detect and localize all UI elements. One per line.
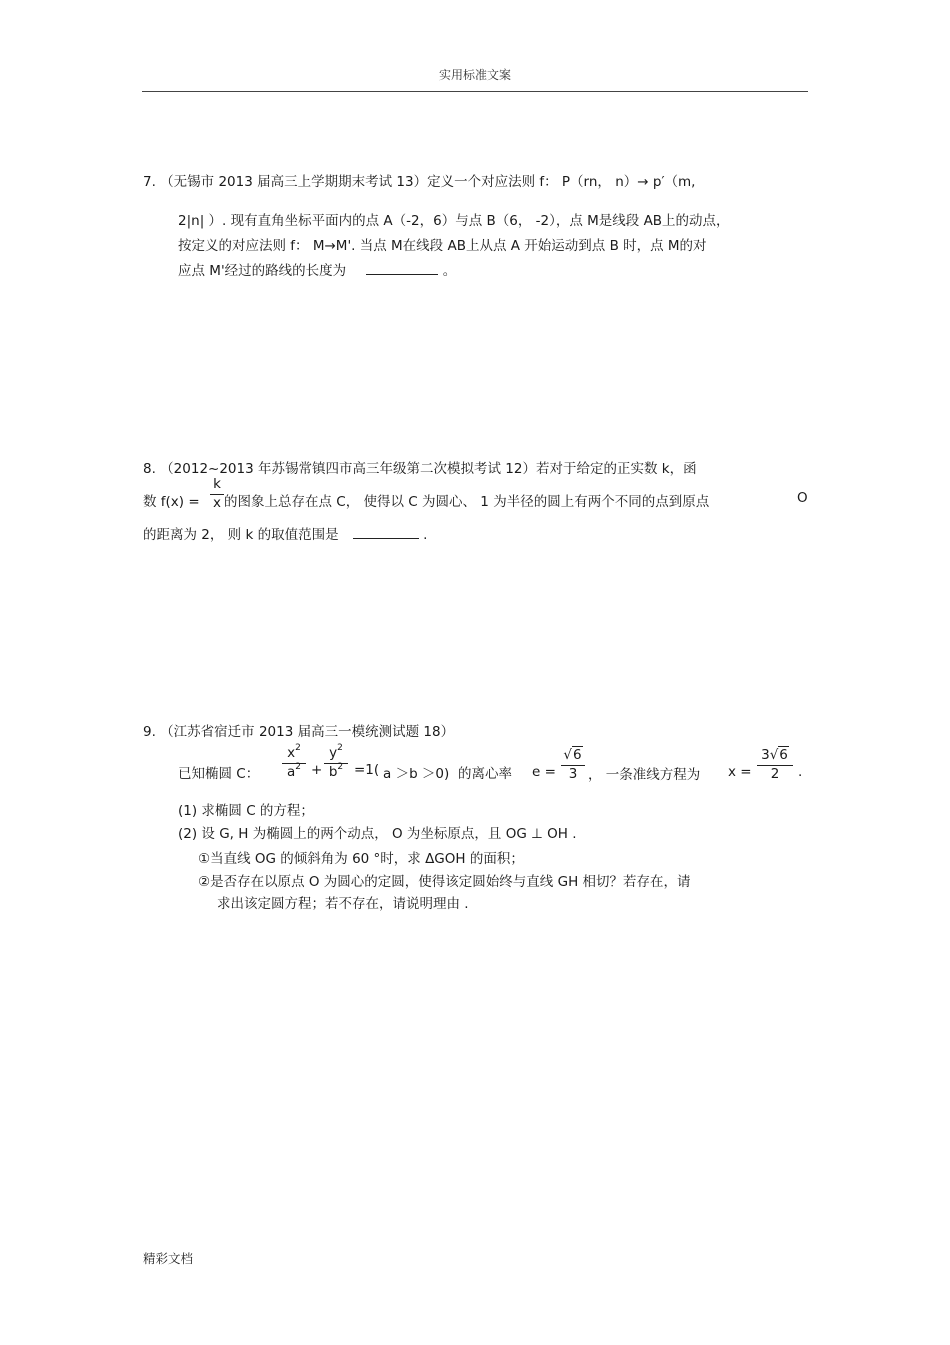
q9-b-var: b — [328, 763, 338, 780]
q8-frac-numerator: k — [213, 476, 221, 492]
q9-sqrt-symbol-2: √6 — [769, 747, 788, 763]
q9-sub-1: ①当直线 OG 的倾斜角为 60 °时，求 ΔGOH 的面积； — [198, 851, 524, 867]
q9-coef-3: 3 — [761, 747, 770, 763]
q9-frac-a2 — [282, 761, 306, 780]
header-divider — [142, 91, 808, 92]
q9-plus-sign: + — [311, 762, 323, 778]
q9-frac-sqrt6-over-3 — [561, 749, 585, 781]
q9-line-1: 9. （江苏省宿迁市 2013 届高三一模统测试题 18） — [143, 724, 455, 740]
q7-line-4-end: 。 — [442, 263, 457, 279]
q9-x-square: 2 — [295, 743, 301, 753]
q9-sub-2-a: ②是否存在以原点 O 为圆心的定圆，使得该定圆始终与直线 GH 相切？若存在，请 — [198, 874, 691, 890]
q8-line-2-a: 数 f(x) = — [143, 494, 200, 510]
page-footer: 精彩文档 — [143, 1251, 194, 1266]
q9-x-var: x — [287, 745, 296, 761]
q8-line-3 — [143, 523, 427, 543]
q7-line-4-text: 应点 M'经过的路线的长度为 — [178, 263, 347, 279]
q9-sqrt6 — [561, 749, 585, 763]
q9-equals-one: =1( — [354, 762, 380, 778]
q9-condition: a ＞b ＞0) — [383, 766, 450, 782]
q9-b-square: 2 — [337, 761, 344, 772]
q9-3sqrt6 — [757, 749, 793, 763]
q8-line-3-end: . — [423, 527, 428, 543]
q9-frac-x2 — [282, 743, 306, 761]
q9-a-square: 2 — [295, 761, 301, 772]
q7-line-4 — [178, 259, 456, 279]
q7-line-3: 按定义的对应法则 f： M→M'. 当点 M在线段 AB上从点 A 开始运动到点 B 时，点 M的对 — [178, 238, 707, 254]
q9-frac-y2 — [324, 743, 348, 761]
q9-period: . — [798, 764, 803, 780]
q9-sqrt-symbol: √6 — [563, 747, 582, 763]
q9-radicand-6: 6 — [573, 747, 582, 763]
q9-eccentricity-text: 的离心率 — [458, 766, 512, 782]
q9-denominator-3: 3 — [568, 765, 578, 782]
q9-frac-y2-b2 — [324, 743, 348, 780]
q9-x-equals: x = — [728, 764, 752, 780]
q9-a-var: a — [286, 763, 296, 780]
q9-frac-x2-a2 — [282, 743, 306, 780]
q8-frac-denominator: x — [213, 494, 221, 511]
q9-frac-b2 — [324, 761, 348, 780]
q8-line-1: 8. （2012~2013 年苏锡常镇四市高三年级第二次模拟考试 12）若对于给定的正实数 k，函 — [143, 461, 697, 477]
q8-line-2-c: O — [797, 490, 808, 506]
q7-line-2: 2|n| ）. 现有直角坐标平面内的点 A（-2，6）与点 B（6， -2），点 M是线段 AB上的动点， — [178, 213, 730, 229]
q9-sub-2-b: 求出该定圆方程；若不存在，请说明理由 . — [217, 896, 469, 912]
q9-intro: 已知椭圆 C： — [178, 766, 260, 782]
q9-y-square: 2 — [337, 743, 343, 753]
q9-part-1: (1) 求椭圆 C 的方程； — [178, 803, 314, 819]
q9-e-equals: e = — [532, 764, 556, 780]
q9-directrix-text: ， 一条准线方程为 — [588, 767, 701, 783]
q8-line-3-text: 的距离为 2， 则 k 的取值范围是 — [143, 527, 339, 543]
q9-y-var: y — [329, 745, 338, 761]
q8-fraction-k-over-x — [210, 478, 224, 510]
q9-frac-3sqrt6-over-2 — [757, 749, 793, 781]
q7-line-1: 7. （无锡市 2013 届高三上学期期末考试 13）定义一个对应法则 f： P（rn， n）→ p′（m, — [143, 174, 696, 190]
q8-answer-blank — [353, 524, 419, 539]
q8-line-2-b: 的图象上总存在点 C， 使得以 C 为圆心、 1 为半径的圆上有两个不同的点到原点 — [224, 494, 710, 510]
q9-radicand-6b: 6 — [779, 747, 788, 763]
q9-denominator-2: 2 — [770, 765, 780, 782]
q9-part-2: (2) 设 G, H 为椭圆上的两个动点， O 为坐标原点，且 OG ⊥ OH . — [178, 826, 577, 842]
q7-answer-blank — [366, 260, 438, 275]
page-header-title: 实用标准文案 — [438, 68, 511, 82]
